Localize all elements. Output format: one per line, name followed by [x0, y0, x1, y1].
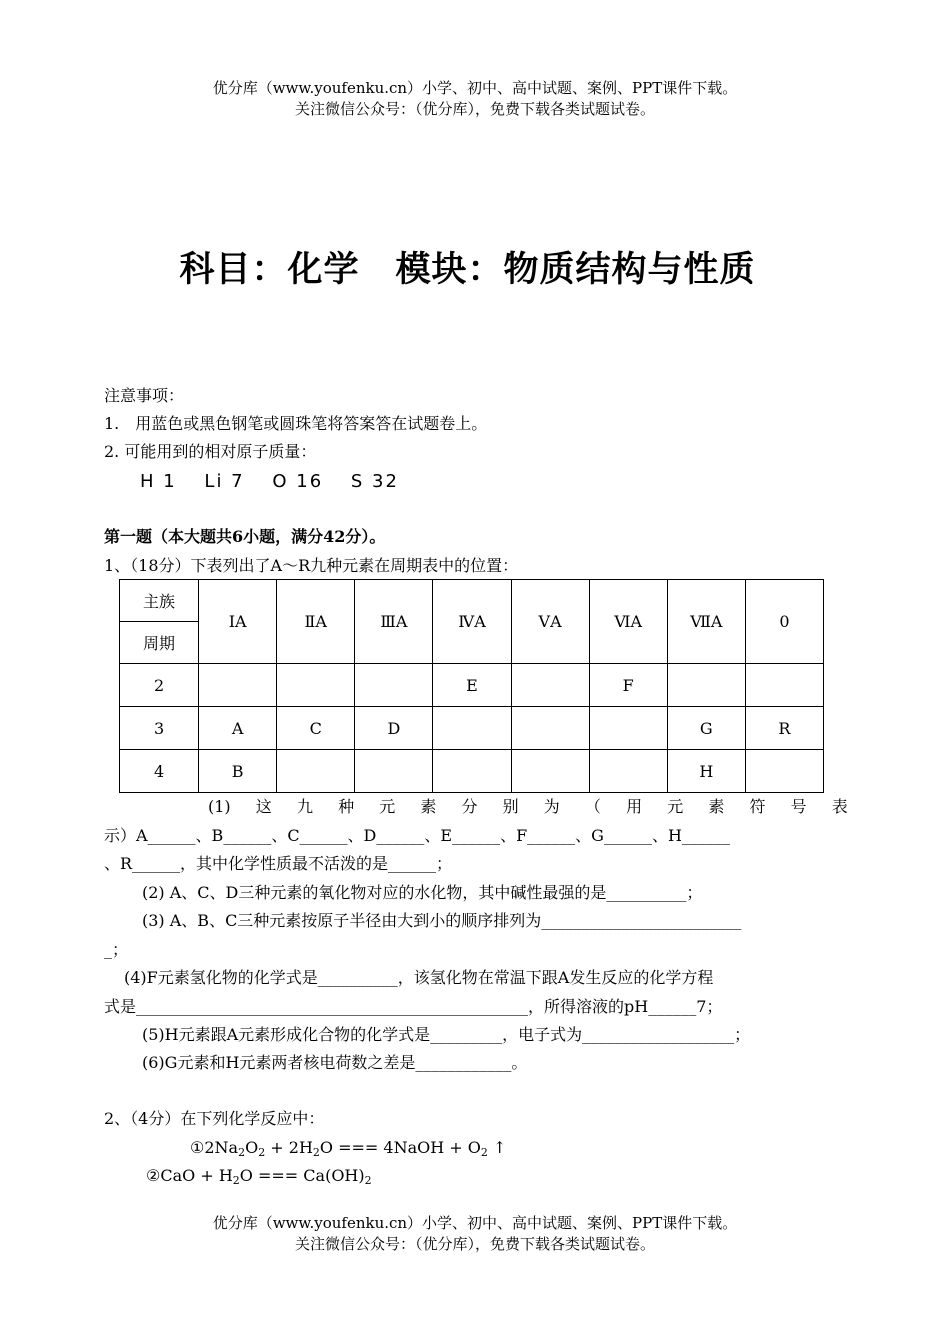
question-1-3-end: _； [104, 940, 129, 959]
question-1-1-line-1 [208, 796, 848, 818]
justified-char: 符 [749, 797, 766, 816]
notes-item-1: 1. 用蓝色或黑色钢笔或圆珠笔将答案答在试题卷上。 [104, 414, 488, 433]
element-cell: B [199, 750, 277, 793]
element-cell: E [433, 664, 511, 707]
element-cell [199, 664, 277, 707]
element-cell [667, 664, 745, 707]
reaction-2 [146, 1165, 372, 1187]
footer-line-1: 优分库（www.youfenku.cn）小学、初中、高中试题、案例、PPT课件下载。 [212, 1214, 738, 1232]
element-cell [433, 707, 511, 750]
element-cell: F [589, 664, 667, 707]
corner-group-label: 主族 [120, 580, 199, 622]
page-header [0, 78, 950, 120]
element-cell: H [667, 750, 745, 793]
periodic-table [119, 579, 824, 793]
notes-item-2: 2. 可能用到的相对原子质量： [104, 442, 317, 461]
footer-line-2: 关注微信公众号：（优分库），免费下载各类试题试卷。 [294, 1235, 655, 1253]
element-cell [355, 664, 433, 707]
element-cell: R [745, 707, 823, 750]
page-title: 科目：化学 模块：物质结构与性质 [179, 250, 756, 290]
element-cell [511, 707, 589, 750]
element-cell [355, 750, 433, 793]
question-1-3: (3) A、B、C三种元素按原子半径由大到小的顺序排列为_________________________ [142, 911, 742, 930]
reaction-text: ②CaO + H [146, 1166, 233, 1185]
element-cell [511, 750, 589, 793]
section-heading: 第一题（本大题共6小题，满分42分）。 [104, 527, 386, 546]
element-cell: C [277, 707, 355, 750]
corner-period-label: 周期 [120, 622, 199, 664]
justified-char: （ [584, 797, 601, 816]
subscript: 2 [480, 1146, 488, 1159]
reaction-text: O === 4NaOH + O [319, 1138, 481, 1157]
group-header: ⅢA [355, 580, 433, 664]
header-line-2: 关注微信公众号：（优分库），免费下载各类试题试卷。 [294, 100, 655, 118]
table-row [120, 707, 824, 750]
atomic-masses: H 1 Li 7 O 16 S 32 [140, 471, 399, 492]
subscript: 2 [238, 1146, 246, 1159]
element-cell: G [667, 707, 745, 750]
justified-char: 这 [255, 797, 272, 816]
justified-char: 别 [502, 797, 519, 816]
element-cell [511, 664, 589, 707]
justified-char: 元 [667, 797, 684, 816]
element-cell: D [355, 707, 433, 750]
element-cell: A [199, 707, 277, 750]
justified-char: 九 [296, 797, 313, 816]
period-cell: 3 [120, 707, 199, 750]
element-cell [277, 750, 355, 793]
notes-heading: 注意事项： [104, 386, 185, 405]
reaction-text: O === Ca(OH) [239, 1166, 365, 1185]
subscript: 2 [258, 1146, 266, 1159]
group-header: ⅤA [511, 580, 589, 664]
group-header: ⅥA [589, 580, 667, 664]
question-1-5: (5)H元素跟A元素形成化合物的化学式是_________，电子式为___________________； [142, 1025, 751, 1044]
reaction-text: O [245, 1138, 259, 1157]
justified-char: 素 [420, 797, 437, 816]
justified-char: 素 [708, 797, 725, 816]
question-1-4-line-2: 式是_________________________________________________，所得溶液的pH______7； [104, 997, 723, 1016]
question-1-6: (6)G元素和H元素两者核电荷数之差是____________。 [142, 1053, 528, 1072]
group-header: ⅠA [199, 580, 277, 664]
question-1-1-line-2: 示）A______、B______、C______、D______、E______、F______、G______、H______ [104, 826, 730, 845]
reaction-text: ①2Na [190, 1138, 239, 1157]
question-1-1-line-3: 、R______，其中化学性质最不活泼的是______； [104, 854, 453, 873]
page-footer [0, 1213, 950, 1255]
table-row [120, 664, 824, 707]
element-cell [277, 664, 355, 707]
reaction-1 [190, 1137, 506, 1159]
question-1-intro: 1、（18分）下表列出了A～R九种元素在周期表中的位置： [104, 556, 519, 575]
justified-char: 种 [338, 797, 355, 816]
element-cell [589, 707, 667, 750]
element-cell [745, 664, 823, 707]
justified-char: 用 [626, 797, 643, 816]
justified-char: 号 [790, 797, 807, 816]
justified-char: 为 [543, 797, 560, 816]
justified-char: (1) [208, 797, 231, 816]
reaction-text: + 2H [265, 1138, 313, 1157]
subscript: 2 [232, 1174, 240, 1187]
element-cell [589, 750, 667, 793]
question-1-2: (2) A、C、D三种元素的氧化物对应的水化物，其中碱性最强的是__________； [142, 883, 703, 902]
period-cell: 4 [120, 750, 199, 793]
up-arrow-icon: ↑ [487, 1138, 507, 1157]
justified-char: 元 [379, 797, 396, 816]
group-header: 0 [745, 580, 823, 664]
subscript: 2 [312, 1146, 320, 1159]
question-1-4-line-1: (4)F元素氢化物的化学式是__________，该氢化物在常温下跟A发生反应的化学方程 [124, 968, 714, 987]
header-line-1: 优分库（www.youfenku.cn）小学、初中、高中试题、案例、PPT课件下载。 [212, 79, 738, 97]
group-header: ⅦA [667, 580, 745, 664]
justified-char: 分 [461, 797, 478, 816]
element-cell [433, 750, 511, 793]
group-header: ⅡA [277, 580, 355, 664]
question-2-intro: 2、（4分）在下列化学反应中： [104, 1109, 325, 1128]
period-cell: 2 [120, 664, 199, 707]
table-row [120, 750, 824, 793]
subscript: 2 [364, 1174, 372, 1187]
element-cell [745, 750, 823, 793]
group-header: ⅣA [433, 580, 511, 664]
justified-char: 表 [831, 797, 848, 816]
